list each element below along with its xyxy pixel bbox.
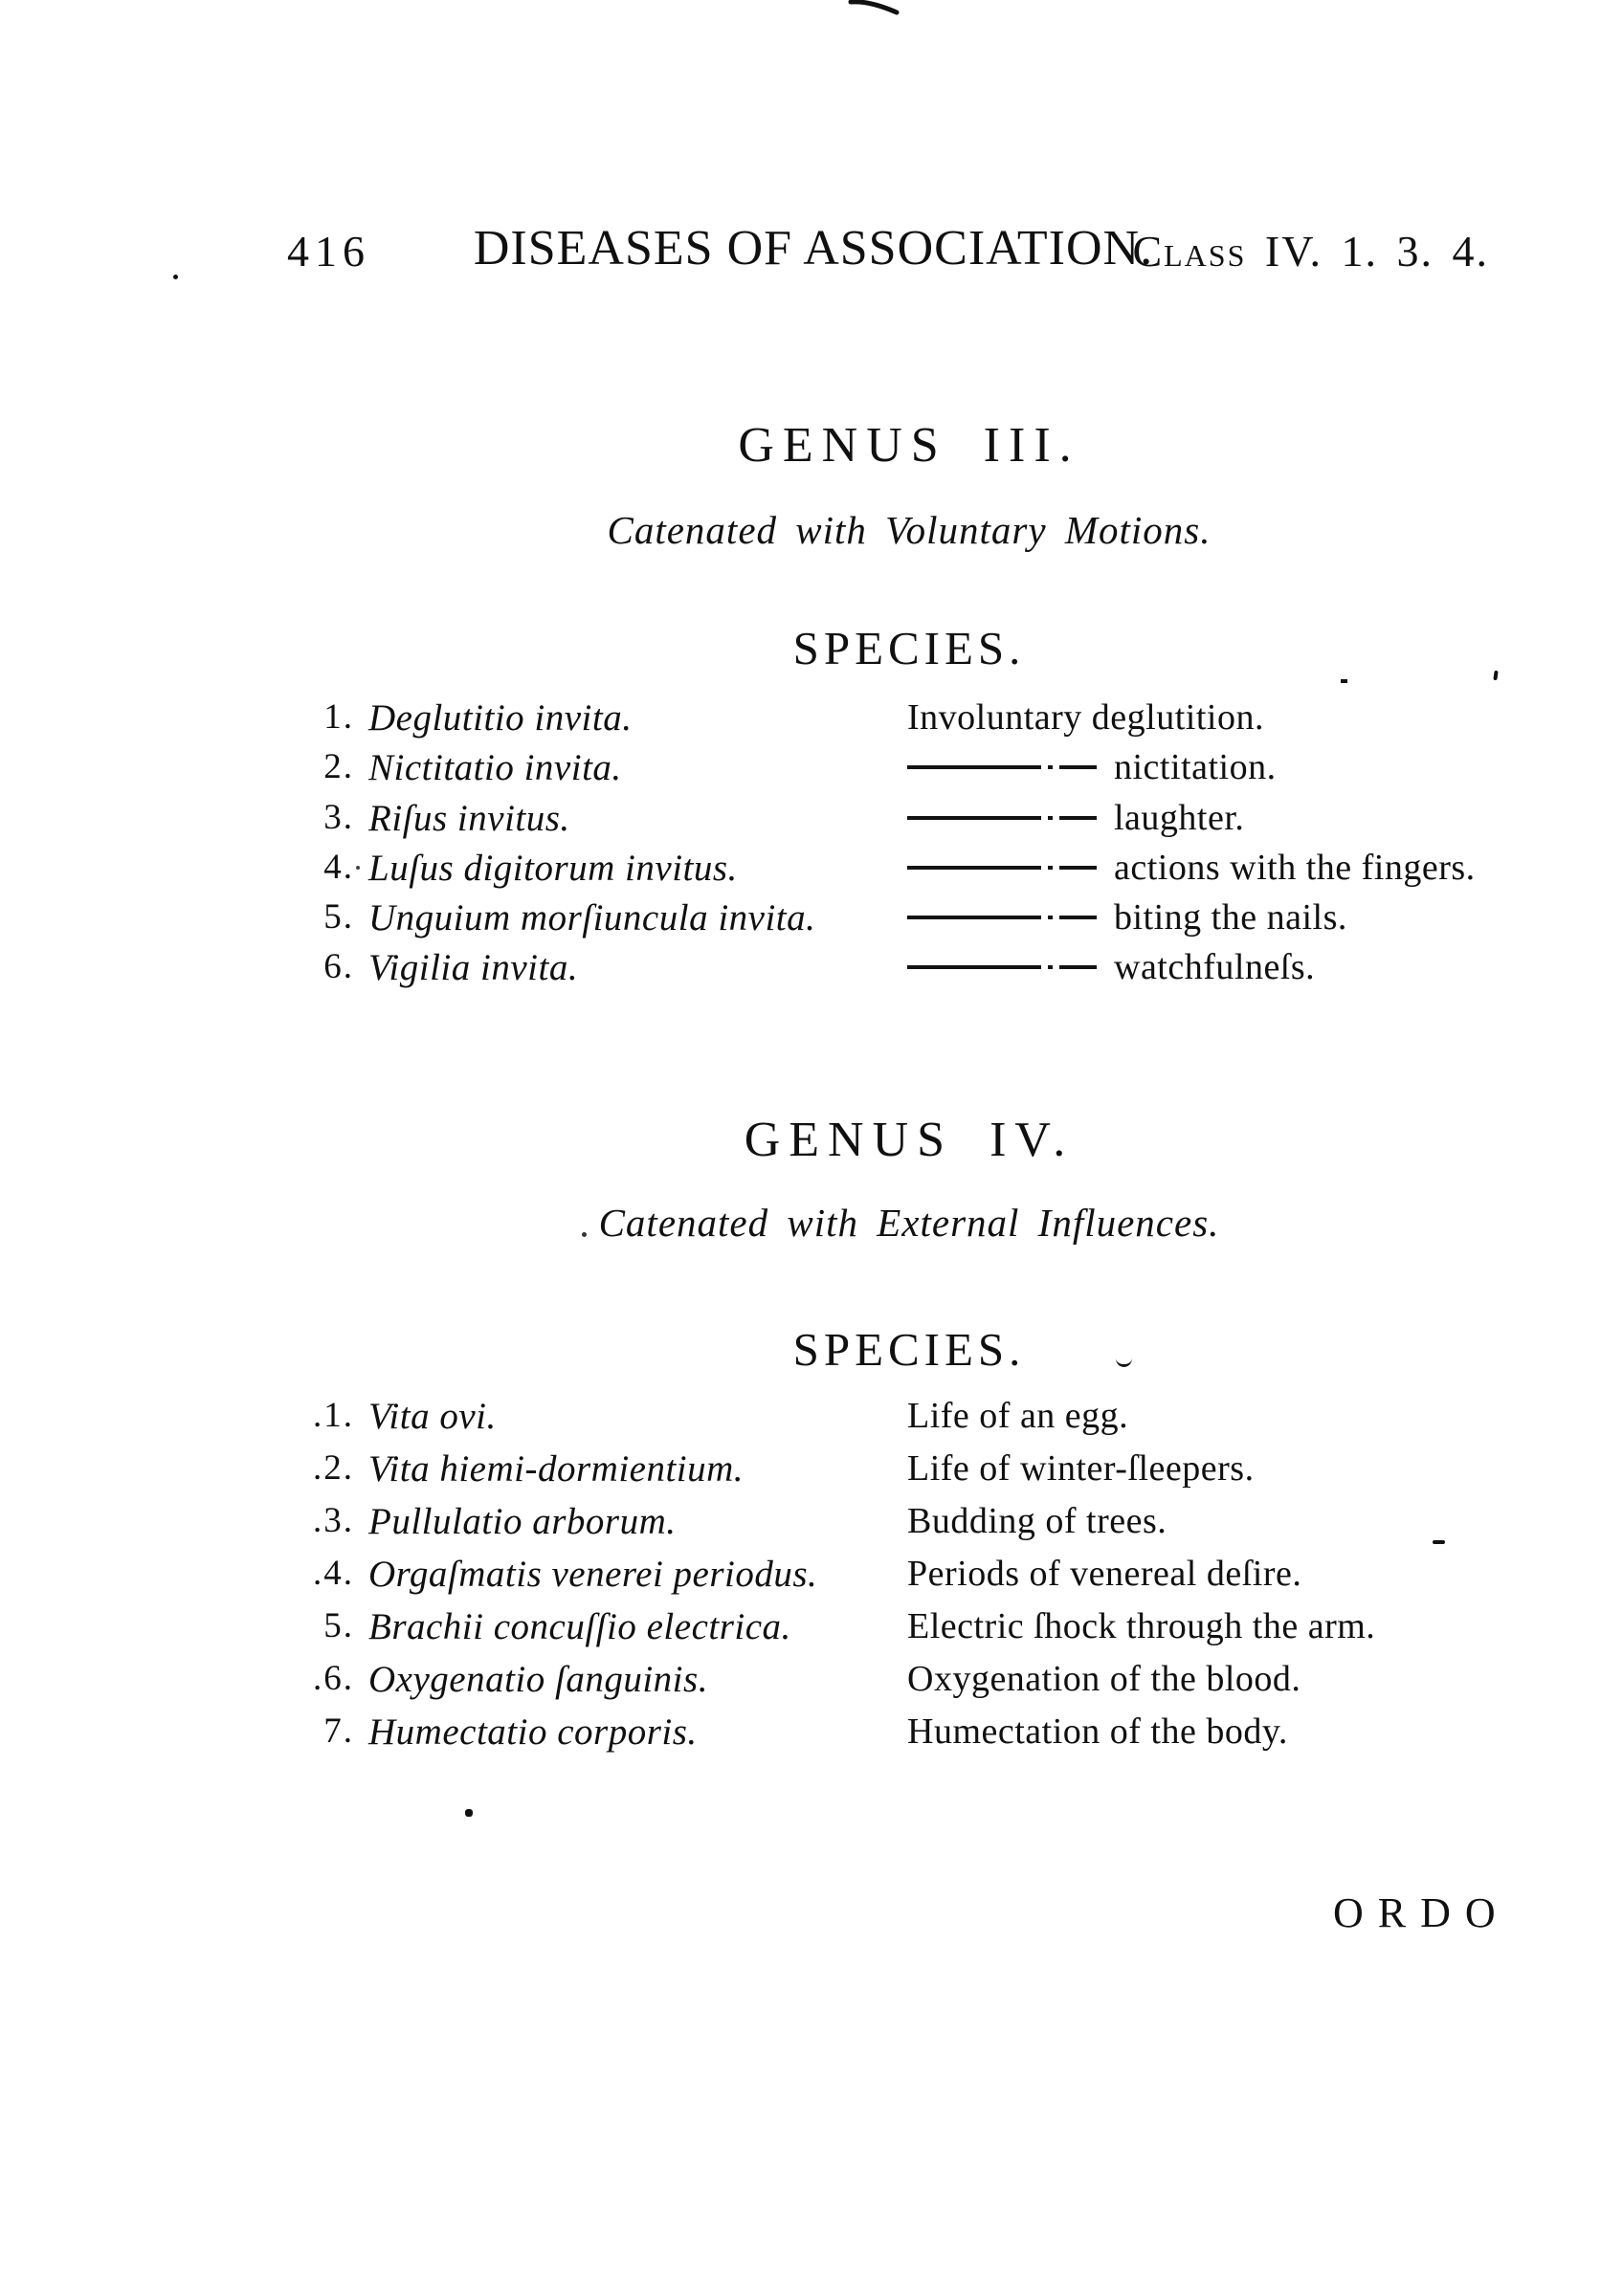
species-latin: Deglutitio invita. [368, 697, 633, 739]
species-latin: Orgaſmatis venerei periodus. [368, 1554, 818, 1595]
species-english: nictitation. [907, 749, 1277, 785]
species-row [0, 1608, 1623, 1652]
species-latin: Oxygenatio ſanguinis. [368, 1659, 708, 1700]
ditto-dash [907, 866, 1097, 870]
species-number: 5. [323, 1606, 354, 1645]
ditto-dash [907, 965, 1097, 969]
species-row [0, 949, 1623, 993]
species-number: 1. [323, 697, 354, 737]
species-row [0, 699, 1623, 743]
catchword: ORDO [1333, 1889, 1510, 1936]
species-number: .4. [313, 1554, 354, 1593]
species-english: Budding of trees. [907, 1501, 1167, 1541]
species-english: Electric ſhock through the arm. [907, 1606, 1376, 1646]
species-row [0, 749, 1623, 793]
species-row [0, 1661, 1623, 1705]
genus-heading: GENUS III. [738, 418, 1080, 473]
ditto-dash [907, 765, 1097, 769]
species-row [0, 1713, 1623, 1757]
ink-speck [356, 866, 360, 870]
class-reference: Class IV. 1. 3. 4. [1132, 227, 1489, 276]
species-row [0, 1450, 1623, 1494]
species-heading: SPECIES. [792, 622, 1026, 674]
species-english: biting the nails. [907, 899, 1347, 936]
ink-speck [1341, 679, 1347, 683]
species-number: 6. [323, 947, 354, 986]
species-english: Life of an egg. [907, 1396, 1129, 1436]
ditto-dash [907, 916, 1097, 919]
species-english: Humectation of the body. [907, 1711, 1288, 1752]
species-number: .2. [313, 1448, 354, 1488]
scan-curve-artifact [847, 0, 904, 15]
species-number: 4. [323, 848, 354, 887]
species-latin: Nictitatio invita. [368, 747, 622, 788]
ink-speck [1433, 1540, 1445, 1544]
species-number: 3. [323, 798, 354, 837]
species-english: laughter. [907, 800, 1244, 836]
species-number: .3. [313, 1501, 354, 1540]
genus-subtitle: Catenated with External Influences. [598, 1201, 1220, 1245]
page-number: 416 [287, 227, 370, 276]
species-latin: Brachii concuſſio electrica. [368, 1606, 791, 1647]
species-latin: Vigilia invita. [368, 947, 579, 988]
species-english: Life of winter-ſleepers. [907, 1448, 1255, 1489]
species-number: 2. [323, 747, 354, 786]
ink-speck [465, 1809, 473, 1817]
species-english: actions with the fingers. [907, 850, 1476, 886]
species-number: 7. [323, 1711, 354, 1751]
species-row [0, 899, 1623, 943]
species-row [0, 800, 1623, 844]
species-latin: Unguium morſiuncula invita. [368, 897, 816, 938]
ink-speck [1493, 671, 1498, 680]
species-row [0, 850, 1623, 894]
species-number: .1. [313, 1396, 354, 1435]
species-heading: SPECIES. [792, 1323, 1026, 1376]
species-number: .6. [313, 1659, 354, 1698]
species-latin: Vita ovi. [368, 1396, 497, 1437]
species-latin: Riſus invitus. [368, 798, 570, 839]
species-row [0, 1398, 1623, 1442]
ink-speck [173, 275, 178, 279]
species-english: Involuntary deglutition. [907, 697, 1264, 738]
ink-speck [582, 1232, 587, 1237]
species-english: watchfulneſs. [907, 949, 1315, 985]
species-number: 5. [323, 897, 354, 937]
genus-heading: GENUS IV. [744, 1113, 1075, 1167]
species-row [0, 1556, 1623, 1600]
ditto-dash [907, 816, 1097, 820]
species-latin: Pullulatio arborum. [368, 1501, 677, 1542]
species-english: Periods of venereal deſire. [907, 1554, 1302, 1594]
species-row [0, 1503, 1623, 1547]
species-english: Oxygenation of the blood. [907, 1659, 1301, 1699]
species-latin: Humectatio corporis. [368, 1711, 698, 1753]
species-latin: Vita hiemi-dormientium. [368, 1448, 745, 1490]
genus-subtitle: Catenated with Voluntary Motions. [607, 508, 1212, 552]
running-title: DISEASES OF ASSOCIATION. [473, 221, 1154, 276]
species-latin: Luſus digitorum invitus. [368, 848, 738, 889]
